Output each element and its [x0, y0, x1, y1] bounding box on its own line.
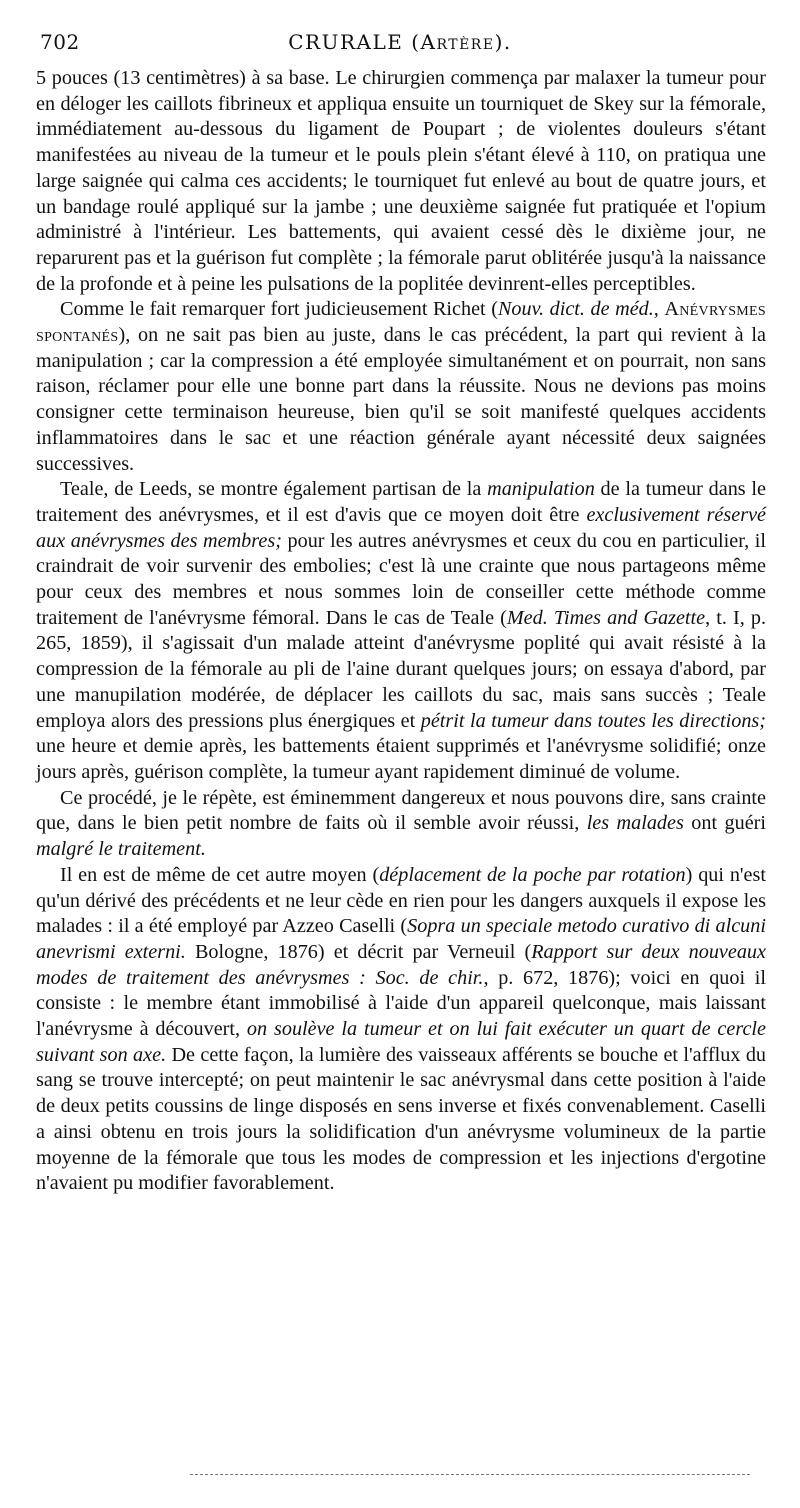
emphasis-italic: les malades [586, 812, 684, 835]
paragraph-5 [36, 863, 766, 1197]
text-run: ), on ne sait pas bien au juste, dans le cas précédent, la part qui revient à la manipulation ; car la compression a été employée simultanément et on pourrait, non sans raison, réclamer pour elle une bonne part dans la réussite. Nous ne devions pas moins consigner cette terminaison heureuse, bien qu'il se soit manifesté quelques accidents inflammatoires dans le sac et une réaction générale ayant nécessité deux saignées successives. [36, 324, 766, 475]
text-run: Il en est de même de cet autre moyen ( [60, 863, 380, 886]
text-run: une heure et demie après, les battements étaient supprimés et l'anévrysme solidifié; onze jours après, guérison complète, la tumeur ayant rapidement diminué de volume. [36, 735, 766, 783]
text-run: de la tumeur dans le traitement des anévrysmes, et il est d'avis que ce moyen doit être [36, 478, 766, 526]
citation-italic: Nouv. dict. de méd. [497, 298, 654, 321]
citation-italic: Rapport sur deux nouveaux modes de traitement des anévrysmes : Soc. de chir. [36, 940, 766, 989]
text-run: ont guéri [683, 812, 766, 835]
footer-rule [190, 1474, 750, 1475]
text-run: Comme le fait remarquer fort judicieusement Richet ( [60, 298, 498, 321]
paragraph-3 [36, 477, 766, 785]
emphasis-italic: manipulation [487, 478, 595, 501]
text-run: ) qui n'est qu'un dérivé des précédents et ne leur cède en rien pour les dangers auxquels il expose les malades : il a été employé par Azzeo Caselli ( [36, 863, 766, 938]
text-run: , t. I, p. 265, 1859), il s'agissait d'un malade atteint d'anévrysme poplité qui avait résisté à la compression de la fémorale au pli de l'aine durant quelques jours; on essaya d'abord, par une manupilation modérée, de déplacer les caillots du sac, mais sans succès ; Teale employa alors des pressions plus énergiques et [36, 606, 766, 732]
citation-small-caps: Anévrysmes spontanés [36, 298, 766, 347]
text-run: pour les autres anévrysmes et ceux du cou en particulier, il craindrait de voir survenir des embolies; c'est là une crainte que nous partageons même pour ceux des membres et nous sommes loin de conseiller cette méthode comme traitement de l'anévrysme fémoral. Dans le cas de Teale ( [36, 529, 766, 629]
citation-italic: Med. Times and Gazette [506, 606, 706, 629]
page-header [36, 30, 764, 58]
text-run: Teale, de Leeds, se montre également partisan de la [60, 478, 488, 501]
emphasis-italic: exclusivement réservé aux anévrysmes des membres; [36, 503, 766, 552]
body-text [36, 66, 766, 1197]
running-title: CRURALE (Artère). [288, 30, 512, 54]
paragraph-4 [36, 786, 766, 863]
citation-italic: Sopra un speciale metodo curativo di alcuni anevrismi externi. [36, 915, 766, 963]
paragraph-1 [36, 66, 766, 297]
page-number: 702 [40, 30, 80, 54]
emphasis-italic: déplacement de la poche par rotation [379, 863, 686, 886]
emphasis-italic: pétrit la tumeur dans toutes les directions; [420, 709, 766, 732]
text-run: De cette façon, la lumière des vaisseaux afférents se bouche et l'afflux du sang se trouve intercepté; on peut maintenir le sac anévrysmal dans cette position à l'aide de deux petits coussins de linge disposés en sens inverse et fixés convenablement. Caselli a ainsi obtenu en trois jours la solidification d'un anévrysme volumineux de la partie moyenne de la fémorale que tous les modes de compression et les injections d'ergotine n'avaient pu modifier favorablement. [36, 1043, 767, 1195]
text-run: Bologne, 1876) et décrit par Verneuil ( [185, 940, 532, 963]
emphasis-italic: malgré le traitement. [36, 838, 206, 861]
emphasis-italic: on soulève la tumeur et on lui fait exécuter un quart de cercle suivant son axe. [36, 1018, 766, 1066]
text-run: , [653, 298, 665, 321]
text-run: Ce procédé, je le répète, est éminemment dangereux et nous pouvons dire, sans crainte que, dans le bien petit nombre de faits où il semble avoir réussi, [36, 786, 766, 835]
paragraph-2 [36, 297, 766, 477]
paragraph-1-text: 5 pouces (13 centimètres) à sa base. Le chirurgien commença par malaxer la tumeur pour en déloger les caillots fibrineux et appliqua ensuite un tourniquet de Skey sur la fémorale, immédiatement au-dessous du ligament de Poupart ; de violentes douleurs s'étant manifestées au niveau de la tumeur et le pouls plein s'étant élevé à 110, on pratiqua une large saignée qui calma ces accidents; le tourniquet fut enlevé au bout de quatre jours, et un bandage roulé appliqué sur la jambe ; une deuxième saignée fut pratiquée et l'opium administré à l'intérieur. Les battements, qui avaient cessé dès le dixième jour, ne reparurent pas et la guérison fut complète ; la fémorale parut oblitérée jusqu'à la naissance de la profonde et à peine les pulsations de la poplitée devinrent-elles perceptibles. [36, 67, 766, 295]
text-run: , p. 672, 1876); voici en quoi il consiste : le membre étant immobilisé à l'aide d'un appareil quelconque, mais laissant l'anévrysme à découvert, [36, 966, 767, 1041]
